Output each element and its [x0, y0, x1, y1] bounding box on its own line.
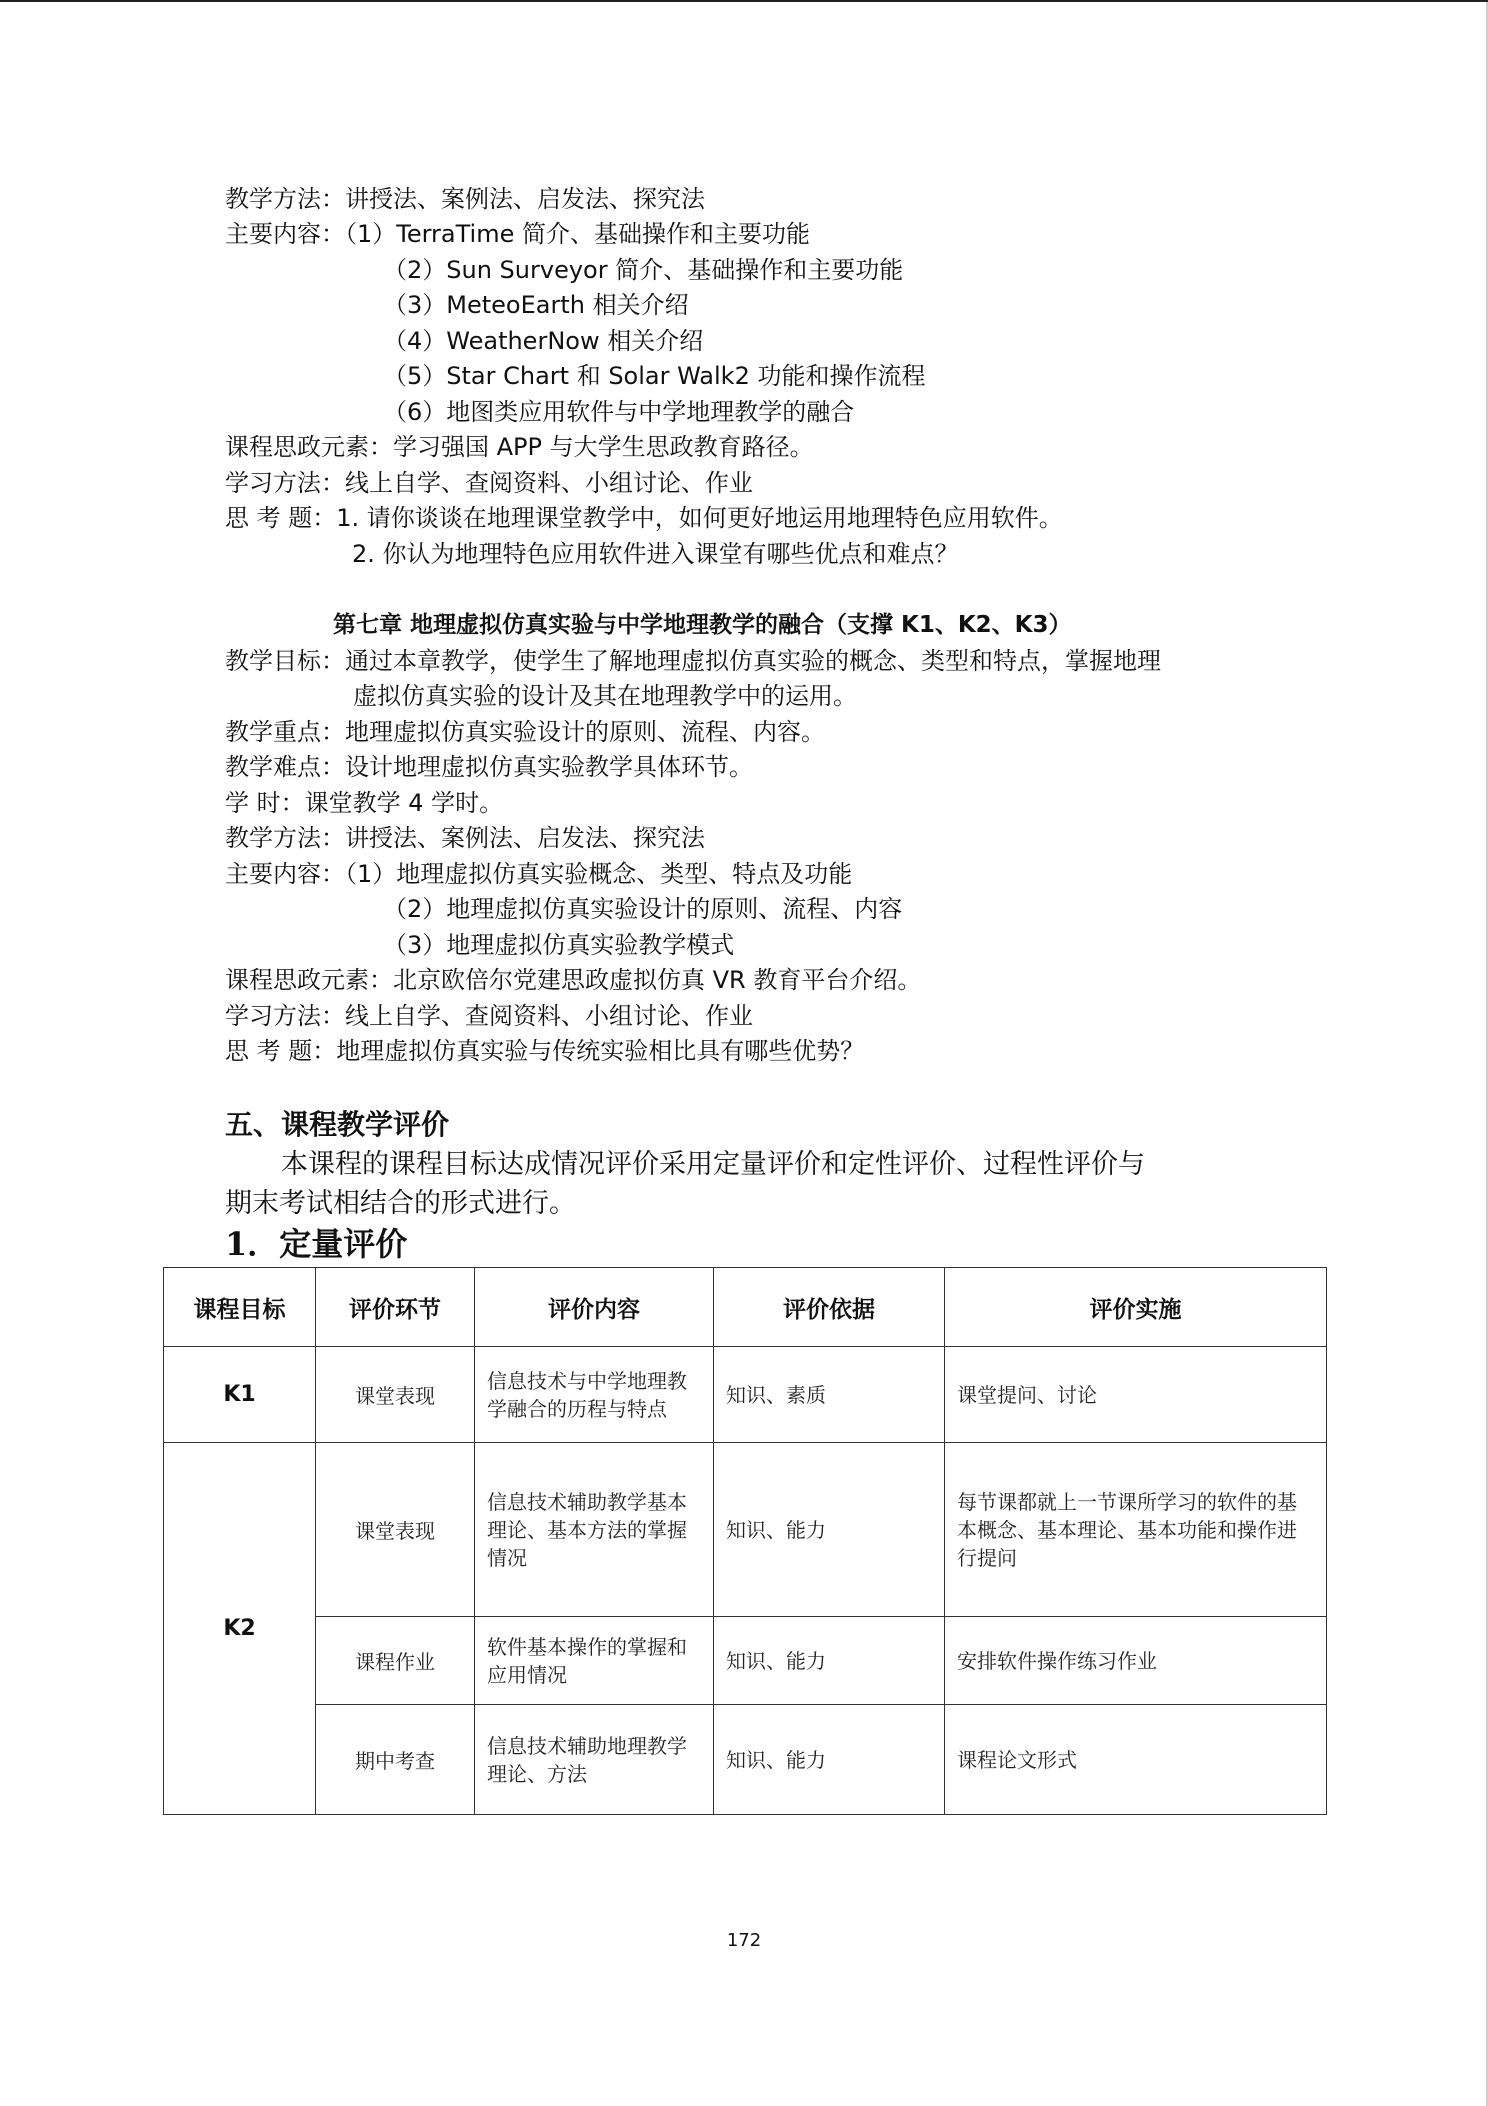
content-item: （3）地理虚拟仿真实验教学模式 [383, 931, 735, 959]
content-label: 主要内容： [225, 860, 345, 888]
ch7-hours: 学 时：课堂教学 4 学时。 [225, 789, 504, 817]
basis-cell: 知识、能力 [714, 1617, 945, 1705]
table-header-cell: 评价环节 [316, 1268, 475, 1347]
content-item: （4）WeatherNow 相关介绍 [383, 327, 704, 355]
content-cell: 软件基本操作的掌握和应用情况 [475, 1617, 714, 1705]
table-header-cell: 评价内容 [475, 1268, 714, 1347]
paragraph-line: 本课程的课程目标达成情况评价采用定量评价和定性评价、过程性评价与 [281, 1149, 1145, 1180]
page-number: 172 [726, 1930, 762, 1951]
ch7-goal: 教学目标：通过本章教学，使学生了解地理虚拟仿真实验的概念、类型和特点，掌握地理 [225, 647, 1161, 675]
chapter-7-title: 第七章 地理虚拟仿真实验与中学地理教学的融合（支撑 K1、K2、K3） [333, 612, 1072, 638]
ch7-content [225, 857, 852, 891]
paragraph-line: 期末考试相结合的形式进行。 [225, 1188, 576, 1219]
ch6-ideology: 课程思政元素：学习强国 APP 与大学生思政教育路径。 [225, 433, 814, 461]
ch7-study-method: 学习方法：线上自学、查阅资料、小组讨论、作业 [225, 1002, 753, 1030]
content-cell: 信息技术辅助教学基本理论、基本方法的掌握情况 [475, 1443, 714, 1617]
stage-cell: 课程作业 [316, 1617, 475, 1705]
subsection-heading: 1．定量评价 [225, 1225, 408, 1263]
ch7-goal-cont: 虚拟仿真实验的设计及其在地理教学中的运用。 [353, 682, 857, 710]
goal-cell: K2 [164, 1443, 316, 1815]
question-item: 1. 请你谈谈在地理课堂教学中，如何更好地运用地理特色应用软件。 [336, 504, 1063, 532]
ch7-teaching-method: 教学方法：讲授法、案例法、启发法、探究法 [225, 824, 705, 852]
content-item: （2）地理虚拟仿真实验设计的原则、流程、内容 [383, 895, 903, 923]
content-item: （6）地图类应用软件与中学地理教学的融合 [383, 398, 855, 426]
table-header-row [164, 1268, 1327, 1347]
section-5-paragraph [225, 1145, 1275, 1223]
content-item: （1）TerraTime 简介、基础操作和主要功能 [345, 220, 810, 248]
content-cell: 信息技术辅助地理教学理论、方法 [475, 1705, 714, 1815]
content-item: （1）地理虚拟仿真实验概念、类型、特点及功能 [345, 860, 853, 888]
impl-cell: 每节课都就上一节课所学习的软件的基本概念、基本理论、基本功能和操作进行提问 [945, 1443, 1327, 1617]
table-header-cell: 评价实施 [945, 1268, 1327, 1347]
ch6-teaching-method: 教学方法：讲授法、案例法、启发法、探究法 [225, 185, 705, 213]
question-item: 2. 你认为地理特色应用软件进入课堂有哪些优点和难点？ [352, 540, 959, 568]
ch6-questions [225, 501, 1063, 535]
section-5-heading: 五、课程教学评价 [225, 1108, 450, 1141]
ch7-question: 思 考 题：地理虚拟仿真实验与传统实验相比具有哪些优势？ [225, 1037, 865, 1065]
ch7-ideology: 课程思政元素：北京欧倍尔党建思政虚拟仿真 VR 教育平台介绍。 [225, 966, 922, 994]
stage-cell: 期中考查 [316, 1705, 475, 1815]
table-row [164, 1443, 1327, 1617]
stage-cell: 课堂表现 [316, 1443, 475, 1617]
impl-cell: 课程论文形式 [945, 1705, 1327, 1815]
basis-cell: 知识、素质 [714, 1347, 945, 1443]
content-item: （2）Sun Surveyor 简介、基础操作和主要功能 [383, 256, 904, 284]
content-cell: 信息技术与中学地理教学融合的历程与特点 [475, 1347, 714, 1443]
stage-cell: 课堂表现 [316, 1347, 475, 1443]
impl-cell: 安排软件操作练习作业 [945, 1617, 1327, 1705]
evaluation-table [163, 1267, 1327, 1815]
table-row [164, 1617, 1327, 1705]
table-header-cell: 评价依据 [714, 1268, 945, 1347]
table-header-cell: 课程目标 [164, 1268, 316, 1347]
questions-label: 思 考 题： [225, 504, 337, 532]
table-row [164, 1705, 1327, 1815]
ch7-key-points: 教学重点：地理虚拟仿真实验设计的原则、流程、内容。 [225, 718, 825, 746]
basis-cell: 知识、能力 [714, 1443, 945, 1617]
goal-cell: K1 [164, 1347, 316, 1443]
ch6-content-label [225, 217, 810, 251]
ch7-difficulties: 教学难点：设计地理虚拟仿真实验教学具体环节。 [225, 753, 753, 781]
ch6-study-method: 学习方法：线上自学、查阅资料、小组讨论、作业 [225, 469, 753, 497]
content-item: （3）MeteoEarth 相关介绍 [383, 291, 689, 319]
content-label: 主要内容： [225, 220, 345, 248]
table-row [164, 1347, 1327, 1443]
basis-cell: 知识、能力 [714, 1705, 945, 1815]
impl-cell: 课堂提问、讨论 [945, 1347, 1327, 1443]
content-item: （5）Star Chart 和 Solar Walk2 功能和操作流程 [383, 362, 926, 390]
